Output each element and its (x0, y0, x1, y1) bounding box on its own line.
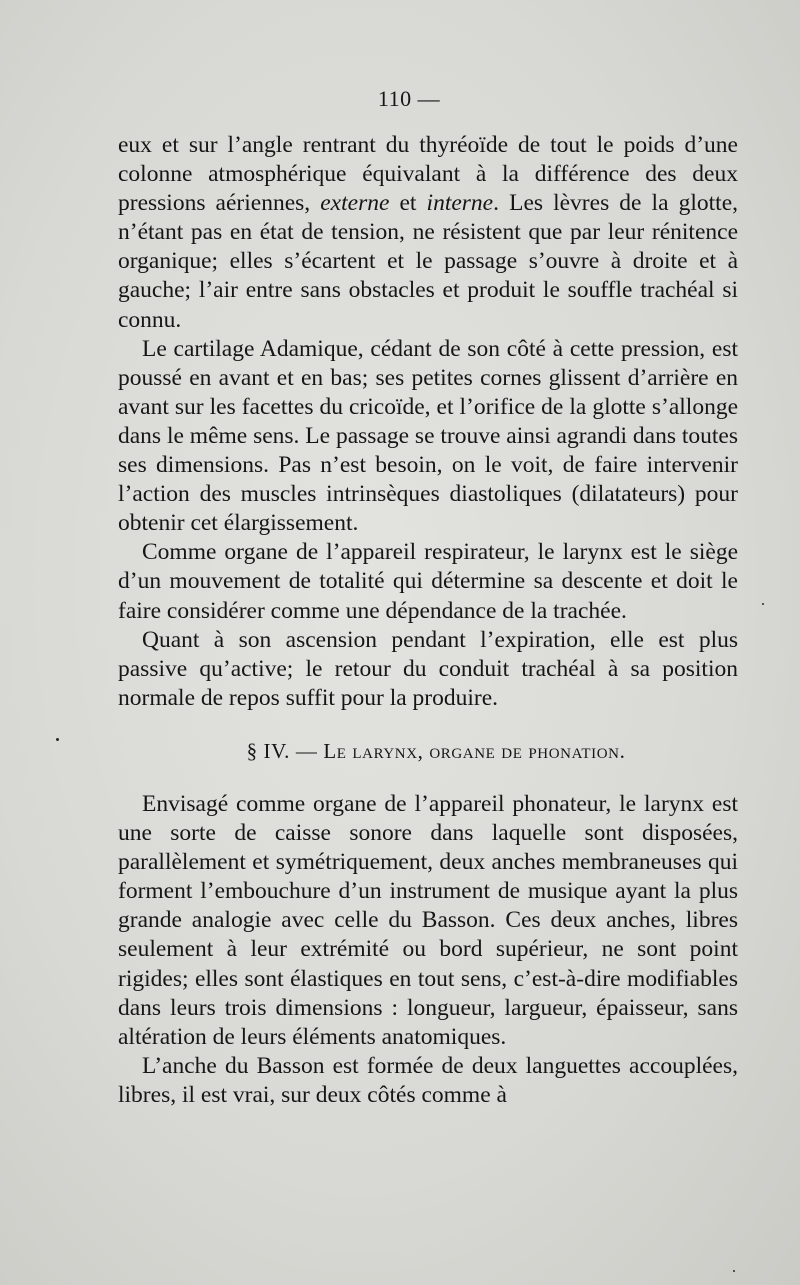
paragraph-1-text-b: et (389, 190, 427, 217)
section-heading-prefix: § IV. — (246, 738, 324, 763)
section-heading (118, 737, 738, 766)
paragraph-2: Le cartilage Adamique, cédant de son côté à cette pression, est poussé en avant et en bas; ses petites cornes glissent d’arrière en avant sur les facettes du cricoïde, et l’orifice de la glotte s’allonge dans le même sens. Le passage se trouve ainsi agrandi dans toutes ses dimensions. Pas n’est besoin, on le voit, de faire intervenir l’action des muscles intrinsèques diastoliques (dilatateurs) pour obtenir cet élargissement. (118, 335, 738, 537)
ink-speck (56, 738, 59, 741)
ink-speck (762, 603, 764, 605)
paragraph-4: Quant à son ascension pendant l’expiration, elle est plus passive qu’active; le retour du conduit trachéal à sa position normale de repos suffit pour la produire. (118, 626, 738, 711)
paragraph-1 (118, 131, 738, 335)
paragraph-5: Envisagé comme organe de l’appareil phonateur, le larynx est une sorte de caisse sonore dans laquelle sont disposées, parallèlement et symétriquement, deux anches membraneuses qui forment l’embouchure d’un instrument de musique ayant la plus grande analogie avec celle du Basson. Ces deux anches, libres seulement à leur extrémité ou bord supérieur, ne sont point rigides; elles sont élastiques en tout sens, c’est-à-dire modifiables dans leurs trois dimensions : longueur, largueur, épaisseur, sans altération de leurs éléments anatomiques. (118, 790, 738, 1050)
paragraph-1-italic-externe: externe (320, 190, 390, 217)
paragraph-3: Comme organe de l’appareil respirateur, le larynx est le siège d’un mouvement de totalité qui détermine sa descente et doit le faire considérer comme une dépendance de la trachée. (118, 539, 738, 624)
page-number: 110 — (377, 86, 441, 111)
ink-speck (733, 1270, 735, 1272)
paragraph-6: L’anche du Basson est formée de deux languettes accouplées, libres, il est vrai, sur deux côtés comme à (118, 1052, 738, 1108)
paragraph-1-italic-interne: interne (426, 190, 494, 217)
section-heading-title: Le larynx, organe de phonation. (323, 738, 626, 763)
paragraph-1-text-a: eux et sur l’angle rentrant du thyréoïde de tout le poids d’une colonne atmosphérique équivalant à la différence des deux pressions aériennes, (118, 132, 738, 217)
body-text (118, 131, 738, 1110)
paragraph-1-text-c: . Les lèvres de la glotte, n’étant pas en état de tension, ne résistent que par leur rénitence organique; elles s’écartent et le passage s’ouvre à droite et à gauche; l’air entre sans obstacles et produit le souffle trachéal si connu. (118, 190, 738, 333)
